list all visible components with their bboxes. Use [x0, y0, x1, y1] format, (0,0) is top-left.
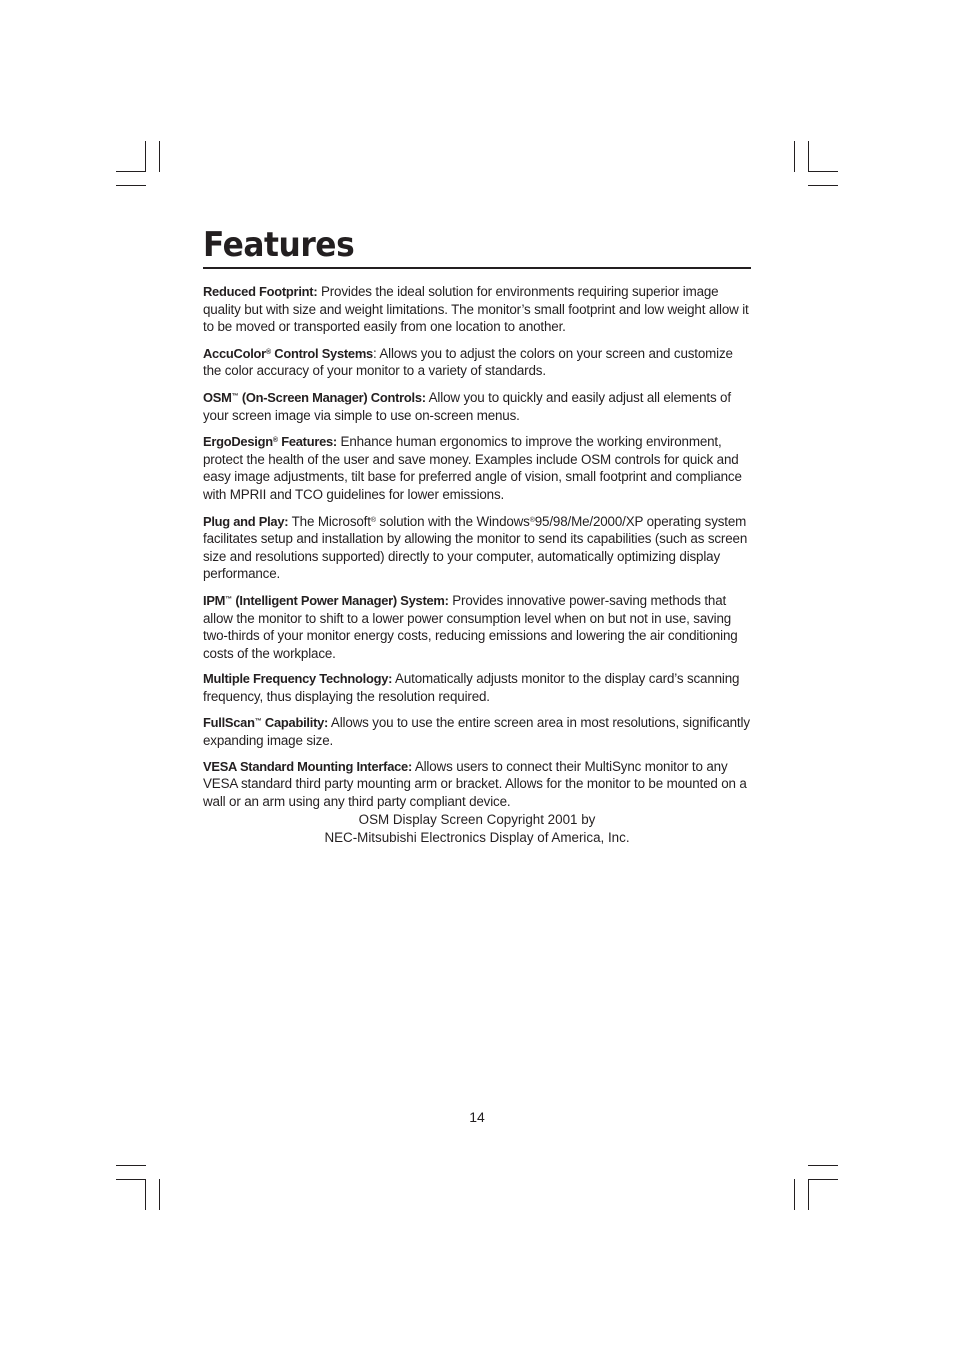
feature-term-suffix: Features: — [277, 434, 337, 450]
feature-description: Automatically adjusts monitor to the display card’s scanning frequency, thus displaying the resolution required. — [203, 671, 740, 704]
feature-plug-and-play — [203, 512, 753, 583]
feature-accucolor — [203, 344, 753, 380]
feature-term: Multiple Frequency Technology: — [203, 671, 393, 687]
feature-description: Provides the ideal solution for environments requiring superior image quality but with size and weight limitations. The monitor’s small footprint and low weight allow it to be moved or transported easily from one location to another. — [203, 284, 749, 335]
feature-term: FullScan — [203, 715, 255, 731]
trademark-mark: ™ — [225, 595, 233, 603]
copyright-notice — [203, 811, 751, 846]
copyright-line-2: NEC-Mitsubishi Electronics Display of America, Inc. — [324, 829, 630, 845]
crop-mark — [116, 1165, 146, 1166]
feature-description: : Allows you to adjust the colors on your screen and customize the color accuracy of your monitor to a variety of standards. — [203, 345, 733, 379]
feature-osm — [203, 388, 753, 424]
crop-mark — [116, 171, 146, 172]
feature-ipm — [203, 591, 753, 662]
feature-term-suffix: Capability: — [261, 715, 329, 731]
feature-term: IPM — [203, 592, 226, 608]
crop-mark — [808, 185, 838, 186]
crop-mark — [808, 1165, 838, 1166]
registered-mark: ® — [265, 348, 271, 356]
registered-mark: ® — [529, 516, 535, 524]
copyright-line-1: OSM Display Screen Copyright 2001 by — [358, 812, 596, 827]
feature-term: Reduced Footprint: — [203, 284, 318, 299]
crop-mark — [159, 1179, 160, 1210]
registered-mark: ® — [272, 437, 278, 445]
feature-term: ErgoDesign — [203, 434, 273, 450]
feature-vesa-mounting — [203, 758, 753, 811]
feature-term-suffix: (On-Screen Manager) Controls: — [238, 389, 426, 405]
crop-mark — [808, 171, 838, 172]
feature-reduced-footprint — [203, 283, 753, 336]
crop-mark — [116, 1179, 146, 1180]
crop-mark — [145, 141, 146, 172]
feature-description: Provides innovative power-saving methods that allow the monitor to shift to a lower power consumption level when on but not in use, saving two-thirds of your monitor energy costs, reducing emissions and lowering the air conditioning costs of the workplace. — [203, 592, 738, 661]
crop-mark — [808, 141, 809, 172]
feature-term-suffix: Control Systems — [270, 345, 373, 361]
feature-term: AccuColor — [203, 345, 266, 361]
feature-description: Enhance human ergonomics to improve the working environment, protect the health of the user and save money. Examples include OSM controls for quick and easy image adjustments, tilt base for preferred angle of vision, small footprint and compliance with MPRII and TCO guidelines for lower emissions. — [203, 434, 742, 502]
feature-list — [203, 283, 753, 818]
crop-mark — [159, 141, 160, 172]
title-rule — [203, 267, 751, 269]
feature-fullscan — [203, 713, 753, 749]
page-title: Features — [203, 225, 355, 265]
crop-mark — [116, 185, 146, 186]
crop-mark — [794, 141, 795, 172]
trademark-mark: ™ — [231, 392, 239, 400]
feature-description: Allow you to quickly and easily adjust all elements of your screen image via simple to use on-screen menus. — [203, 389, 731, 423]
feature-term: OSM — [203, 389, 232, 405]
feature-description: solution with the Windows — [375, 513, 530, 529]
feature-term: VESA Standard Mounting Interface: — [203, 758, 412, 774]
feature-term-suffix: (Intelligent Power Manager) System: — [232, 592, 449, 608]
crop-mark — [145, 1179, 146, 1210]
feature-description: 95/98/Me/2000/XP operating system facilitates setup and installation by allowing the monitor to send its capabilities (such as screen size and resolutions supported) directly to your computer, automatically optimizing display performance. — [203, 513, 748, 582]
trademark-mark: ™ — [254, 718, 262, 726]
registered-mark: ® — [370, 516, 376, 524]
page-number: 14 — [469, 1109, 485, 1125]
feature-description: Allows you to use the entire screen area in most resolutions, significantly expanding image size. — [203, 715, 750, 749]
crop-mark — [808, 1179, 809, 1210]
feature-description: Allows users to connect their MultiSync monitor to any VESA standard third party mounting arm or bracket. Allows for the monitor to be mounted on a wall or an arm using any third party compliant device. — [203, 758, 747, 809]
feature-multiple-frequency — [203, 670, 753, 705]
crop-mark — [808, 1179, 838, 1180]
feature-description: The Microsoft — [288, 513, 371, 529]
crop-mark — [794, 1179, 795, 1210]
feature-term: Plug and Play: — [203, 513, 289, 529]
feature-ergodesign — [203, 432, 753, 503]
